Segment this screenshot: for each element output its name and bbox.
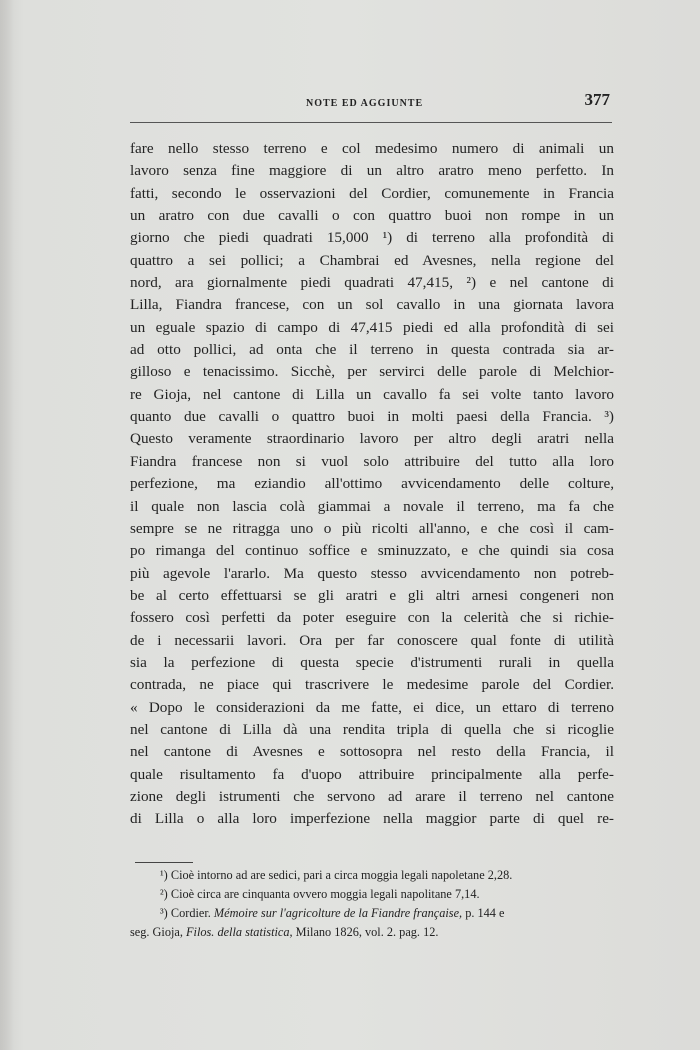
body-line: sia la perfezione di questa specie d'istrumenti rurali in quella (130, 653, 614, 671)
body-line: lavoro senza fine maggiore di un altro aratro meno perfetto. In (130, 162, 614, 180)
body-line: nord, ara giornalmente piedi quadrati 47,415, ²) e nel cantone di (130, 274, 614, 292)
body-line: fossero così perfetti da poter eseguire con la celerità che si richie- (130, 609, 614, 627)
page-header (130, 90, 612, 123)
body-text (130, 138, 614, 831)
footnote-rule (135, 862, 193, 863)
body-line: nel cantone di Avesnes e sottosopra nel resto della Francia, il (130, 743, 614, 761)
body-line: più agevole l'ararlo. Ma questo stesso avvicendamento non potreb- (130, 564, 614, 582)
footnote-ref-details: Milano 1826, vol. 2. pag. 12. (295, 925, 439, 939)
body-line: quattro a sei pollici; a Chambrai ed Avesnes, nella regione del (130, 251, 614, 269)
body-line: il quale non lascia colà giammai a novale il terreno, ma fa che (130, 497, 614, 515)
footnotes (130, 866, 616, 942)
footnote-ref: seg. Gioja, (130, 925, 183, 939)
body-line: po rimanga del continuo soffice e sminuzzato, e che quindi sia cosa (130, 542, 614, 560)
body-line: de i necessarii lavori. Ora per far conoscere qual fonte di utilità (130, 631, 614, 649)
footnote-text: Cioè intorno ad are sedici, pari a circa moggia legali napoletane 2,28. (170, 868, 513, 882)
body-line: Questo veramente straordinario lavoro per altro degli aratri nella (130, 430, 614, 448)
body-line: zione degli istrumenti che servono ad arare il terreno nel cantone (130, 787, 614, 805)
body-line: be al certo effettuarsi se gli aratri e gli altri arnesi congeneri non (130, 586, 614, 604)
footnote-mark: ³) (160, 906, 168, 920)
body-line: perfezione, ma eziandio all'ottimo avvicendamento delle colture, (130, 475, 614, 493)
body-line: quale risultamento fa d'uopo attribuire principalmente alla perfe- (130, 765, 614, 783)
body-line: sempre se ne ritragga uno o più ricolti all'anno, e che così il cam- (130, 519, 614, 537)
body-line: « Dopo le considerazioni da me fatte, ei dice, un ettaro di terreno (130, 698, 614, 716)
body-line: un eguale spazio di campo di 47,415 piedi ed alla profondità di sei (130, 318, 614, 336)
body-line: nel cantone di Lilla dà una rendita tripla di quella che si ricoglie (130, 720, 614, 738)
footnote-mark: ¹) (160, 868, 168, 882)
footnote-2 (130, 885, 616, 904)
gutter-shadow (0, 0, 14, 1050)
body-line: gilloso e tenacissimo. Sicchè, per servirci delle parole di Melchior- (130, 363, 614, 381)
body-line: fatti, secondo le osservazioni del Cordier, comunemente in Francia (130, 184, 614, 202)
body-line: Fiandra francese non si vuol solo attribuire del tutto alla loro (130, 452, 614, 470)
footnote-author: Cordier. (170, 906, 211, 920)
footnote-ref-title: Filos. della statistica, (186, 925, 293, 939)
running-title: NOTE ED AGGIUNTE (306, 98, 424, 109)
body-line: fare nello stesso terreno e col medesimo numero di animali un (130, 140, 614, 157)
footnote-mark: ²) (160, 887, 168, 901)
body-line: re Gioja, nel cantone di Lilla un cavallo fa sei volte tanto lavoro (130, 385, 614, 403)
footnote-pages: p. 144 e (465, 906, 505, 920)
body-line: Lilla, Fiandra francese, con un sol cavallo in una giornata lavora (130, 296, 614, 314)
footnote-3 (130, 904, 616, 923)
body-line: un aratro con due cavalli o con quattro buoi non rompe in un (130, 207, 614, 225)
body-line: ad otto pollici, ad onta che il terreno in questa contrada sia ar- (130, 341, 614, 359)
page-number: 377 (584, 90, 610, 109)
footnote-work-title: Mémoire sur l'agricolture de la Fiandre française, (213, 906, 463, 920)
body-line: quanto due cavalli o quattro buoi in molti paesi della Francia. ³) (130, 408, 614, 426)
body-line: giorno che piedi quadrati 15,000 ¹) di terreno alla profondità di (130, 229, 614, 247)
footnote-3-continuation (130, 923, 616, 942)
body-line: di Lilla o alla loro imperfezione nella maggior parte di quel re- (130, 810, 614, 828)
body-line: contrada, ne piace qui trascrivere le medesime parole del Cordier. (130, 676, 614, 694)
footnote-1 (130, 866, 616, 885)
footnote-text: Cioè circa are cinquanta ovvero moggia legali napolitane 7,14. (170, 887, 480, 901)
